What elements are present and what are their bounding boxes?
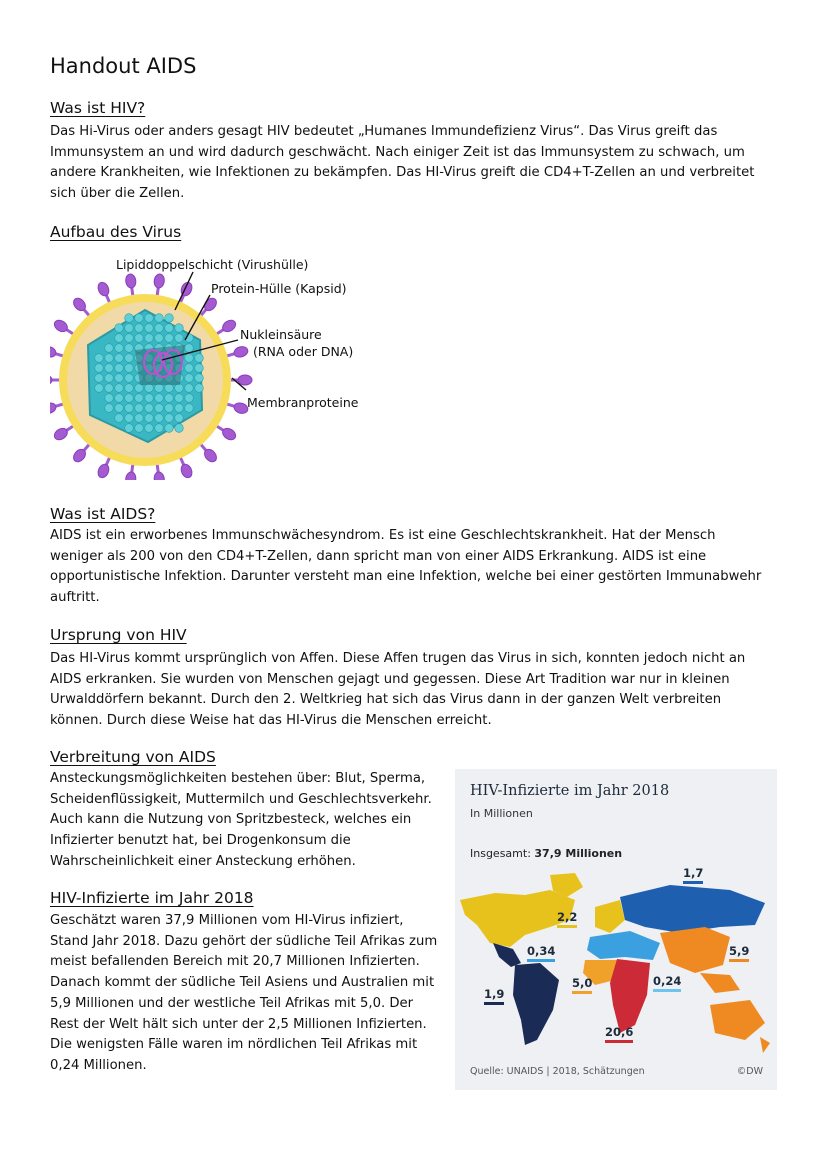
infographic-title: HIV-Infizierte im Jahr 2018 — [470, 783, 670, 799]
value-north-africa: 0,24 — [653, 974, 682, 988]
infographic-source: Quelle: UNAIDS | 2018, Schätzungen — [470, 1066, 645, 1077]
value-east-europe: 1,7 — [683, 866, 704, 880]
heading-was-ist-aids: Was ist AIDS? — [50, 505, 156, 523]
paragraph-verbreitung: Ansteckungsmöglichkeiten bestehen über: Blut, Sperma, Scheidenflüssigkeit, Muttermilch und Geschlechtsverkehr. Auch kann die Nutzung von Spritzbesteck, welches ein Infizierter benutzt hat, bei Drogenkonsum die Wahrscheinlichkeit einer Ansteckung erhöhen. — [50, 771, 432, 869]
total-label: Insgesamt: — [470, 847, 531, 860]
infographic-brand: ©DW — [736, 1066, 763, 1077]
value-asia-pacific: 5,9 — [729, 944, 750, 958]
heading-ursprung: Ursprung von HIV — [50, 626, 187, 644]
paragraph-infizierte: Geschätzt waren 37,9 Millionen vom HI-Virus infiziert, Stand Jahr 2018. Dazu gehört der südliche Teil Afrikas zum meist befallenden Bereich mit 20,7 Millionen Infizierten. Danach kommt der südliche Teil Asiens und Australien mit 5,9 Millionen und der westliche Teil Afrikas mit 5,0. Der Rest der Welt hält sich unter der 2,5 Millionen Infizierten. Die wenigsten Fälle waren im nördlichen Teil Afrikas mit 0,24 Millionen. — [50, 913, 438, 1073]
value-west-europe-north-america: 2,2 — [557, 910, 578, 924]
value-south-africa: 20,6 — [605, 1025, 634, 1039]
infographic-total — [470, 847, 622, 860]
paragraph-was-ist-hiv: Das Hi-Virus oder anders gesagt HIV bedeutet „Humanes Immundefizienz Virus“. Das Virus greift das Immunsystem an und wird dadurch geschwächt. Nach einiger Zeit ist das Immunsystem zu schwach, um andere Krankheiten, wie Infektionen zu bekämpfen. Das HI-Virus greift die CD4+T-Zellen an und verbreitet sich über die Zellen. — [50, 124, 755, 202]
infographic-subtitle: In Millionen — [470, 807, 533, 820]
label-protein: Protein-Hülle (Kapsid) — [211, 281, 347, 296]
page-title: Handout AIDS — [50, 54, 197, 78]
paragraph-ursprung: Das HI-Virus kommt ursprünglich von Affen. Diese Affen trugen das Virus in sich, konnten jedoch nicht an AIDS erkranken. Sie wurden von Menschen gejagt und gegessen. Diese Art Tradition war nur in kleinen Urwalddörfern bekannt. Durch den 2. Weltkrieg hat sich das Virus dann in der ganzen Welt verbreiten können. Durch diese Weise hat das HI-Virus die Menschen erreicht. — [50, 651, 746, 729]
paragraph-was-ist-aids: AIDS ist ein erworbenes Immunschwächesyndrom. Es ist eine Geschlechtskrankheit. Hat der Mensch weniger als 200 von den CD4+T-Zellen, dann spricht man von einer AIDS Erkrankung. AIDS ist eine opportunistische Infektion. Darunter versteht man eine Infektion, welche bei einer gestörten Immunabwehr auftritt. — [50, 528, 762, 606]
label-membranproteine: Membranproteine — [247, 395, 359, 410]
label-rna-dna: (RNA oder DNA) — [253, 344, 354, 359]
value-middle-east: 0,34 — [527, 944, 556, 958]
heading-verbreitung: Verbreitung von AIDS — [50, 748, 216, 766]
total-value: 37,9 Millionen — [534, 847, 623, 860]
value-west-africa: 5,0 — [572, 976, 593, 990]
label-nukleinsaeure: Nukleinsäure — [240, 327, 322, 342]
value-latin-america: 1,9 — [484, 987, 505, 1001]
label-lipid: Lipiddoppelschicht (Virushülle) — [116, 257, 309, 272]
heading-aufbau: Aufbau des Virus — [50, 223, 182, 241]
heading-was-ist-hiv: Was ist HIV? — [50, 99, 146, 117]
infographic-hiv-2018 — [455, 769, 777, 1090]
heading-infizierte: HIV-Infizierte im Jahr 2018 — [50, 889, 254, 907]
